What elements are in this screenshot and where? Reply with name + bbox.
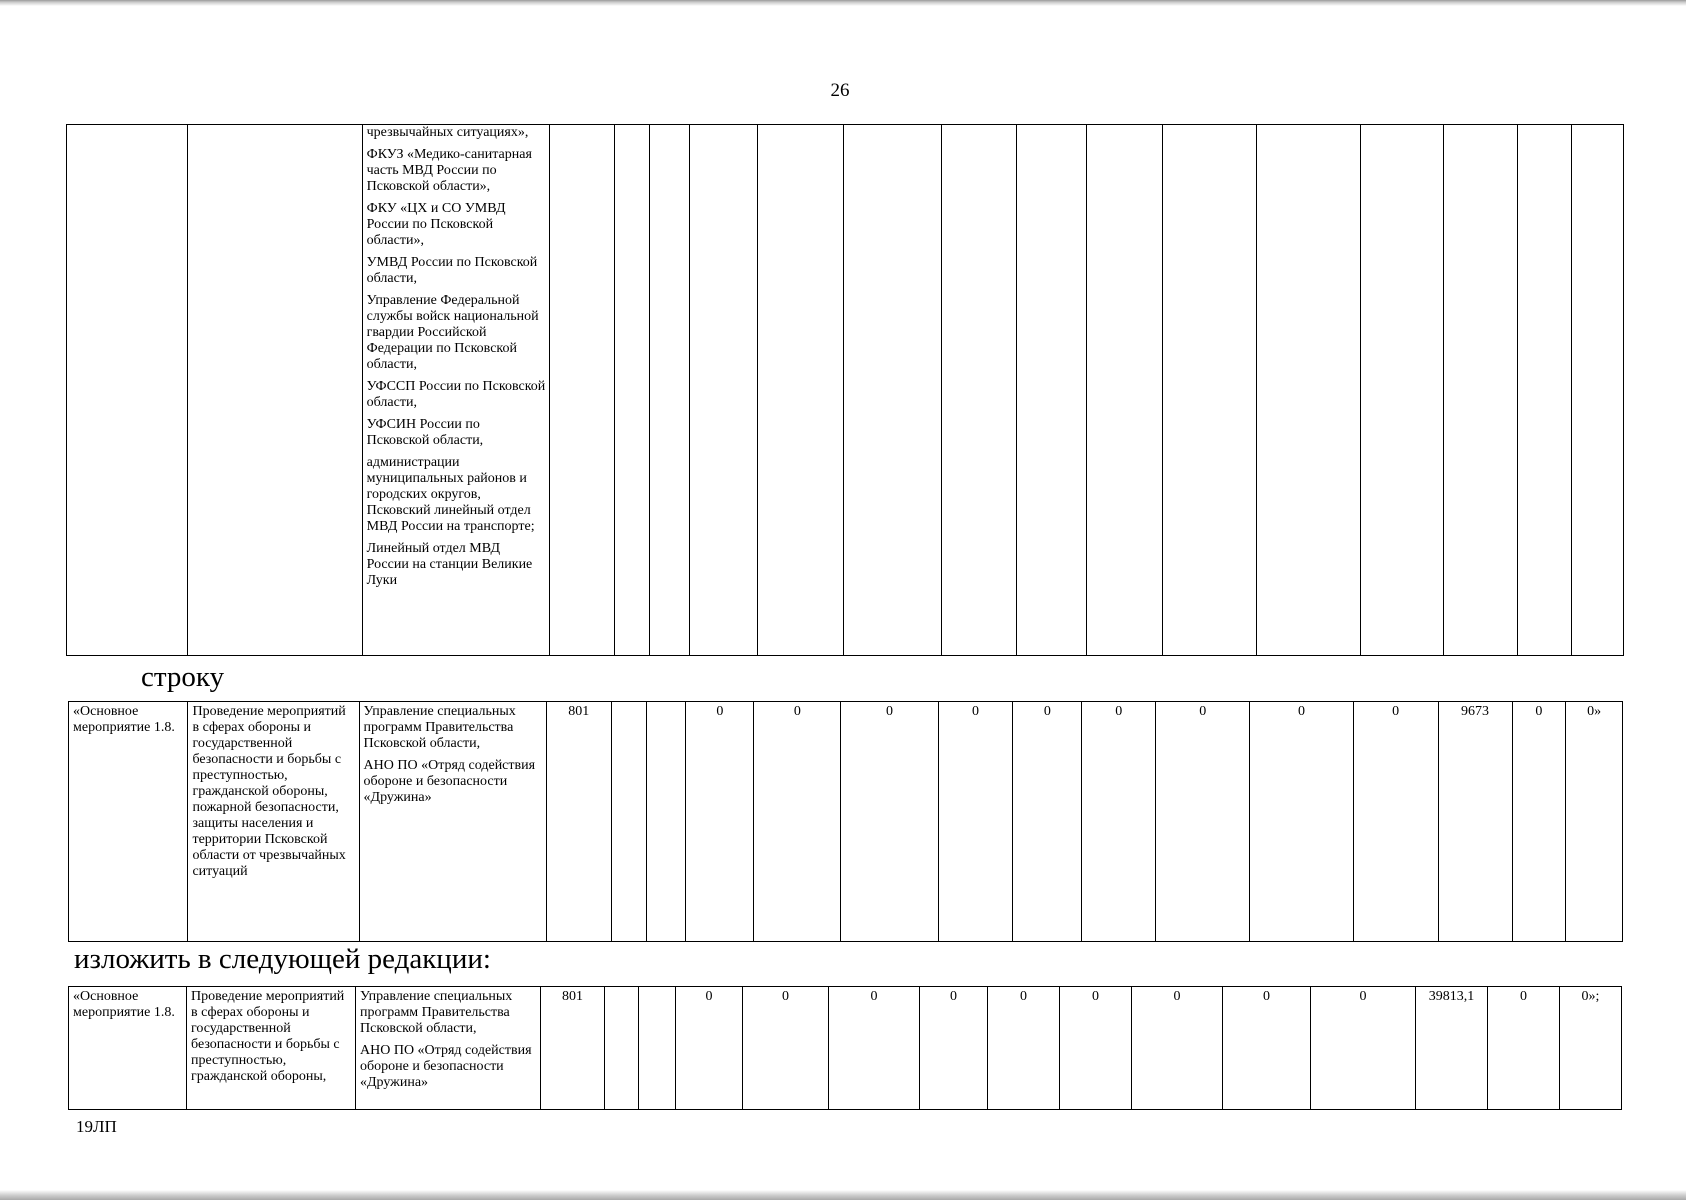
cell-value: 0 xyxy=(1060,987,1132,1110)
cell-name: «Основное мероприятие 1.8. xyxy=(69,987,187,1110)
cell-value xyxy=(1256,125,1360,656)
cell-value: 0 xyxy=(938,702,1013,942)
executor-text: УФСИН России по Псковской области, xyxy=(366,417,484,448)
footer-code: 19ЛП xyxy=(76,1117,117,1136)
cell-value: 0 xyxy=(1512,702,1566,942)
executor-text: Управление специальных программ Правительства Псковской области, xyxy=(360,989,513,1036)
cell-value: 0 xyxy=(920,987,988,1110)
executor-text: администрации муниципальных районов и городских округов, Псковский линейный отдел МВД России на транспорте; xyxy=(366,455,535,534)
executor-text: АНО ПО «Отряд содействия обороне и безопасности «Дружина» xyxy=(363,758,536,805)
cell-value xyxy=(639,987,676,1110)
cell-value: 0 xyxy=(1311,987,1416,1110)
cell-code: 801 xyxy=(546,702,611,942)
cell-description: Проведение мероприятий в сферах обороны и государственной безопасности и борьбы с преступностью, гражданской обороны, пожарной безопасности, защиты населения и территории Псковской области от чрезвычайных ситуаций xyxy=(188,702,359,942)
cell-code: 801 xyxy=(541,987,605,1110)
cell-name xyxy=(67,125,188,656)
cell-value: 0 xyxy=(676,987,743,1110)
executor-text: Управление Федеральной службы войск национальной гвардии Российской Федерации по Псковской области, xyxy=(366,293,539,372)
cell-value: 0 xyxy=(754,702,841,942)
executor-text: ФКУ «ЦХ и СО УМВД России по Псковской области», xyxy=(366,201,506,248)
cell-value xyxy=(1087,125,1163,656)
label-new-edition: изложить в следующей редакции: xyxy=(74,943,491,975)
executor-text: Линейный отдел МВД России на станции Великие Луки xyxy=(366,541,533,588)
page-number: 26 xyxy=(830,80,850,101)
executor-text: УМВД России по Псковской области, xyxy=(366,255,538,286)
cell-description xyxy=(188,125,363,656)
cell-value: 0 xyxy=(1223,987,1311,1110)
cell-value: 0 xyxy=(1132,987,1223,1110)
cell-value: 0 xyxy=(1250,702,1353,942)
executor-text: Управление специальных программ Правительства Псковской области, xyxy=(363,704,516,751)
cell-name: «Основное мероприятие 1.8. xyxy=(69,702,188,942)
cell-value xyxy=(1162,125,1256,656)
cell-value: 0 xyxy=(1082,702,1156,942)
cell-value: 0 xyxy=(1488,987,1560,1110)
cell-value: 0 xyxy=(841,702,938,942)
cell-value: 39813,1 xyxy=(1416,987,1488,1110)
cell-description: Проведение мероприятий в сферах обороны и государственной безопасности и борьбы с преступностью, гражданской обороны, xyxy=(187,987,356,1110)
cell-value: 0 xyxy=(743,987,829,1110)
scan-edge-top xyxy=(0,0,1686,6)
label-stroku: строку xyxy=(141,661,225,693)
cell-value: 0» xyxy=(1566,702,1623,942)
cell-value xyxy=(647,702,686,942)
cell-value xyxy=(650,125,689,656)
cell-value xyxy=(1517,125,1571,656)
cell-value xyxy=(689,125,758,656)
new-row-table xyxy=(68,986,1622,1110)
old-row-table xyxy=(68,701,1623,942)
cell-value: 0 xyxy=(686,702,754,942)
cell-value xyxy=(611,702,646,942)
cell-executors xyxy=(359,702,546,942)
cell-value: 9673 xyxy=(1438,702,1512,942)
cell-value xyxy=(605,987,639,1110)
cell-value xyxy=(758,125,844,656)
cell-value: 0 xyxy=(1353,702,1438,942)
cell-value xyxy=(941,125,1017,656)
cell-value xyxy=(1444,125,1518,656)
executor-text: ФКУЗ «Медико-санитарная часть МВД России по Псковской области», xyxy=(366,147,532,194)
executor-text: АНО ПО «Отряд содействия обороне и безопасности «Дружина» xyxy=(360,1043,532,1090)
cell-value: 0 xyxy=(829,987,920,1110)
cell-value xyxy=(1572,125,1624,656)
cell-executors xyxy=(356,987,541,1110)
cell-value: 0 xyxy=(1156,702,1250,942)
executor-text: чрезвычайных ситуациях», xyxy=(366,125,529,140)
cell-value xyxy=(550,125,615,656)
cell-value: 0 xyxy=(988,987,1060,1110)
cell-value xyxy=(843,125,941,656)
top-continuation-table xyxy=(66,124,1624,656)
cell-value: 0»; xyxy=(1560,987,1622,1110)
cell-value xyxy=(614,125,649,656)
executor-text: УФССП России по Псковской области, xyxy=(366,379,546,410)
cell-value: 0 xyxy=(1013,702,1082,942)
cell-executors xyxy=(362,125,550,656)
cell-value xyxy=(1360,125,1444,656)
cell-value xyxy=(1017,125,1087,656)
scan-edge-bottom xyxy=(0,1190,1686,1200)
